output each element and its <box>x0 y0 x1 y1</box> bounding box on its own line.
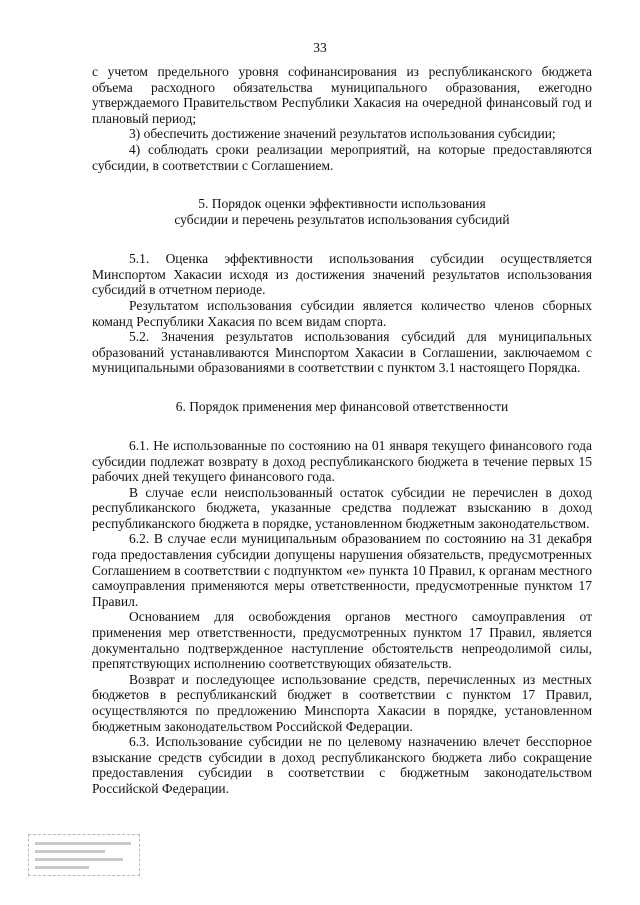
paragraph: 5.2. Значения результатов использования субсидий для муниципальных образований устанавливаются Минспортом Хакасии в Соглашении, заключаемом с муниципальными образованиями в соответствии с пунктом 3.1 настоящего Порядка. <box>92 329 592 376</box>
heading-line: 6. Порядок применения мер финансовой ответственности <box>175 398 509 414</box>
paragraph: 5.1. Оценка эффективности использования субсидии осуществляется Минспортом Хакасии исходя из достижения значений результатов использования субсидий в отчетном периоде. <box>92 251 592 298</box>
paragraph: Результатом использования субсидии является количество членов сборных команд Республики Хакасия по всем видам спорта. <box>92 297 592 329</box>
paragraph: 6.3. Использование субсидии не по целевому назначению влечет бесспорное взыскание средств субсидии в доход республиканского бюджета либо сокращение предоставления субсидии в соответствии с бюджетным законодательством Российской Федерации. <box>92 734 592 796</box>
paragraph: 4) соблюдать сроки реализации мероприятий, на которые предоставляются субсидии, в соответствии с Соглашением. <box>92 141 592 173</box>
heading-line: 5. Порядок оценки эффективности использования <box>198 196 486 212</box>
paragraph: 6.2. В случае если муниципальным образованием по состоянию на 31 декабря года предоставления субсидии допущены нарушения обязательств, предусмотренных Соглашением в соответствии с подпунктом «е» пункта 10 Правил, к органам местного самоуправления применяются меры ответственности, предусмотренные пунктом 17 Правил. <box>92 531 592 609</box>
heading-line: субсидии и перечень результатов использования субсидий <box>174 212 510 228</box>
paragraph: 3) обеспечить достижение значений результатов использования субсидии; <box>129 126 556 142</box>
paragraph: с учетом предельного уровня софинансирования из республиканского бюджета объема расходного обязательства муниципального образования, ежегодно утверждаемого Правительством Республики Хакасия на очередной финансовый год и плановый период; <box>92 64 592 126</box>
section-heading-6 <box>92 399 592 415</box>
paragraph: Возврат и последующее использование средств, перечисленных из местных бюджетов в республиканский бюджет в соответствии с пунктом 17 Правил, осуществляются по предложению Минспорта Хакасии в порядке, установленном бюджетным законодательством Российской Федерации. <box>92 671 592 734</box>
page-number: 33 <box>313 40 327 55</box>
document-body <box>92 64 592 797</box>
section-heading-5 <box>92 196 592 228</box>
stamp-mark <box>28 834 140 876</box>
paragraph: Основанием для освобождения органов местного самоуправления от применения мер ответственности, предусмотренных пунктом 17 Правил, является документально подтвержденное наступление обстоятельств непреодолимой силы, препятствующих исполнению соответствующих обязательств. <box>92 609 592 672</box>
paragraph: 6.1. Не использованные по состоянию на 01 января текущего финансового года субсидии подлежат возврату в доход республиканского бюджета в течение первых 15 рабочих дней текущего финансового года. <box>92 437 592 485</box>
paragraph: В случае если неиспользованный остаток субсидии не перечислен в доход республиканского бюджета, указанные средства подлежат взысканию в доход республиканского бюджета в порядке, установленном бюджетным законодательством. <box>92 484 592 531</box>
